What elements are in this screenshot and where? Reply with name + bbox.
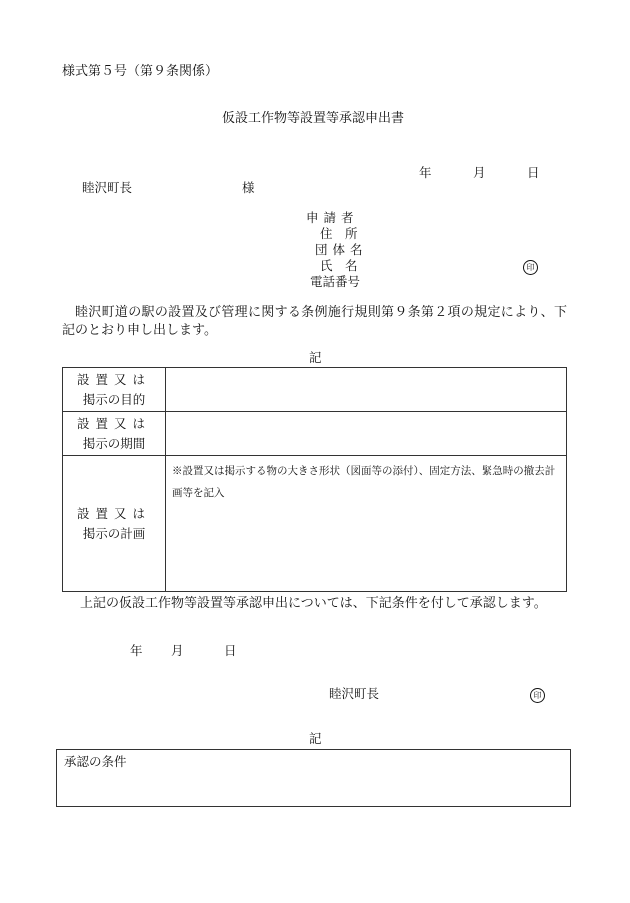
approval-day-label: 日 — [224, 643, 237, 658]
row-label — [63, 368, 166, 412]
row-label-line: 掲示の計画 — [82, 525, 146, 541]
application-detail-table — [62, 367, 567, 592]
row-label-line: 設置又は — [76, 415, 151, 431]
conditions-box[interactable] — [56, 749, 571, 807]
mayor-seal-icon: 印 — [530, 688, 545, 703]
row-label-line: 設置又は — [76, 505, 151, 521]
date-month-label: 月 — [473, 165, 486, 180]
row-label-line: 掲示の期間 — [82, 435, 146, 451]
approval-month-label: 月 — [171, 643, 184, 658]
form-number: 様式第５号（第９条関係） — [62, 64, 219, 79]
date-day-label: 日 — [527, 165, 540, 180]
approval-statement: 上記の仮設工作物等設置等承認申出については、下記条件を付して承認します。 — [80, 596, 547, 611]
applicant-phone-label: 電話番号 — [310, 274, 361, 289]
addressee-name: 睦沢町長 — [82, 180, 133, 195]
applicant-title: 申請者 — [306, 210, 359, 225]
table-row — [63, 412, 567, 456]
document-title: 仮設工作物等設置等承認申出書 — [222, 111, 405, 126]
mayor-signature: 睦沢町長 — [329, 686, 380, 701]
purpose-field[interactable] — [166, 368, 567, 412]
table-row — [63, 368, 567, 412]
row-label — [63, 412, 166, 456]
date-year-label: 年 — [419, 165, 432, 180]
row-label-line: 設置又は — [76, 371, 151, 387]
ki-heading: 記 — [309, 350, 322, 365]
plan-field[interactable]: ※設置又は掲示する物の大きさ形状（図面等の添付）、固定方法、緊急時の撤去計画等を記入 — [166, 456, 567, 592]
row-label — [63, 456, 166, 592]
period-field[interactable] — [166, 412, 567, 456]
table-row — [63, 456, 567, 592]
approval-year-label: 年 — [130, 643, 143, 658]
row-label-line: 掲示の目的 — [82, 391, 146, 407]
applicant-name-label: 氏 名 — [320, 258, 358, 273]
conditions-label: 承認の条件 — [64, 754, 127, 769]
intro-paragraph: 睦沢町道の駅の設置及び管理に関する条例施行規則第９条第２項の規定により、下記のとおり申し出します。 — [62, 305, 567, 338]
applicant-seal-icon: 印 — [523, 260, 538, 275]
applicant-address-label: 住 所 — [320, 226, 358, 241]
addressee-honorific: 様 — [242, 180, 255, 195]
ki-heading-approval: 記 — [309, 731, 322, 746]
applicant-group-label: 団体名 — [315, 242, 368, 257]
